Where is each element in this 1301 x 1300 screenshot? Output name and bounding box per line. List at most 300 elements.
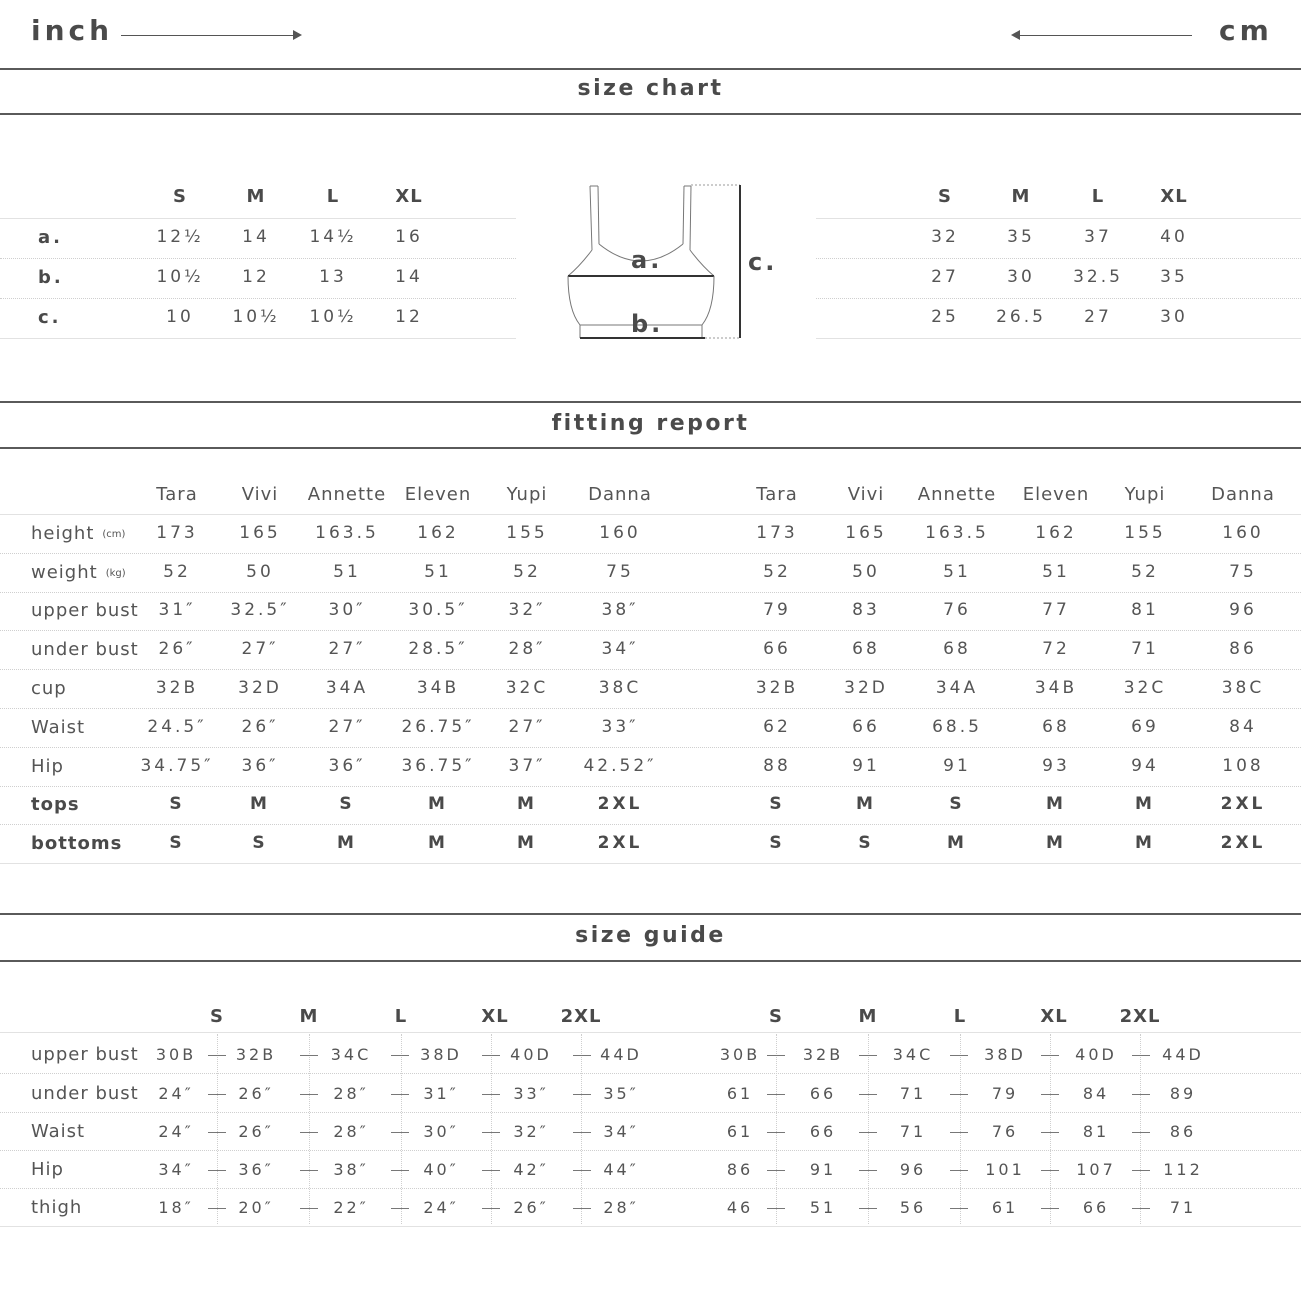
divider — [0, 447, 1301, 449]
range-dash — [208, 1132, 226, 1133]
table-cell: 30B — [155, 1045, 197, 1064]
table-cell: 27 — [1084, 307, 1112, 327]
size-header: 2XL — [560, 1006, 602, 1027]
table-rule — [0, 338, 516, 339]
range-dash — [482, 1094, 500, 1095]
table-rule — [0, 1226, 1301, 1227]
range-dash — [391, 1170, 409, 1171]
table-cell: 40 — [1160, 227, 1188, 247]
table-cell: 13 — [319, 267, 347, 287]
row-label — [31, 600, 139, 621]
range-dash — [767, 1132, 785, 1133]
range-dash — [1041, 1208, 1059, 1209]
table-cell: M — [1046, 794, 1066, 814]
table-cell: S — [769, 794, 785, 814]
table-cell: 36.75″ — [401, 756, 475, 776]
table-cell: 91 — [943, 756, 971, 776]
table-rule — [0, 1032, 1301, 1033]
table-cell: M — [250, 794, 270, 814]
range-dash — [1041, 1132, 1059, 1133]
table-cell: S — [252, 833, 268, 853]
table-cell: 75 — [1229, 562, 1257, 582]
table-cell: 76 — [991, 1122, 1019, 1141]
table-cell: 51 — [943, 562, 971, 582]
table-cell: 68 — [1042, 717, 1070, 737]
table-cell: 44″ — [603, 1160, 639, 1179]
table-cell: M — [517, 794, 537, 814]
table-cell: 69 — [1131, 717, 1159, 737]
table-rule — [0, 786, 1301, 787]
range-dash — [482, 1055, 500, 1056]
size-header: XL — [1160, 186, 1188, 207]
table-rule — [0, 1188, 1301, 1189]
table-cell: 34A — [325, 678, 369, 698]
range-dash — [208, 1094, 226, 1095]
table-rule — [0, 258, 516, 259]
table-cell: 101 — [985, 1160, 1025, 1179]
range-dash — [1041, 1055, 1059, 1056]
table-cell: 86 — [726, 1160, 754, 1179]
table-cell: 10½ — [156, 267, 204, 287]
size-header: 2XL — [1119, 1006, 1161, 1027]
table-cell: 96 — [899, 1160, 927, 1179]
model-name: Eleven — [1022, 484, 1090, 505]
table-cell: 56 — [899, 1198, 927, 1217]
range-dash — [859, 1094, 877, 1095]
table-cell: 32.5 — [1073, 267, 1123, 287]
table-cell: 173 — [156, 523, 198, 543]
table-cell: S — [769, 833, 785, 853]
range-dash — [300, 1055, 318, 1056]
range-dash — [1041, 1094, 1059, 1095]
range-dash — [573, 1170, 591, 1171]
divider — [0, 401, 1301, 403]
range-dash — [300, 1170, 318, 1171]
size-guide-title: size guide — [575, 923, 726, 948]
table-cell: 32″ — [513, 1122, 549, 1141]
model-name: Danna — [1211, 484, 1275, 505]
row-label — [31, 639, 139, 660]
table-cell: 27″ — [328, 639, 366, 659]
table-cell: 38C — [1221, 678, 1265, 698]
model-name: Tara — [756, 484, 798, 505]
range-dash — [391, 1094, 409, 1095]
table-rule — [0, 1112, 1301, 1113]
column-guide — [960, 1034, 961, 1224]
range-dash — [950, 1094, 968, 1095]
table-rule — [0, 1150, 1301, 1151]
table-cell: 31″ — [423, 1084, 459, 1103]
table-cell: 35 — [1160, 267, 1188, 287]
row-label: b. — [38, 267, 64, 288]
table-cell: 38″ — [601, 600, 639, 620]
table-cell: 28″ — [603, 1198, 639, 1217]
table-cell: 16 — [395, 227, 423, 247]
range-dash — [859, 1208, 877, 1209]
table-cell: 34C — [892, 1045, 934, 1064]
table-cell: 165 — [239, 523, 281, 543]
table-cell: S — [169, 833, 185, 853]
size-header: L — [394, 1006, 408, 1027]
table-cell: 165 — [845, 523, 887, 543]
model-name: Yupi — [506, 484, 548, 505]
table-cell: 76 — [943, 600, 971, 620]
table-cell: 14 — [395, 267, 423, 287]
range-dash — [950, 1055, 968, 1056]
divider — [0, 960, 1301, 962]
table-cell: 83 — [852, 600, 880, 620]
table-cell: 44D — [1162, 1045, 1204, 1064]
table-cell: 72 — [1042, 639, 1070, 659]
table-cell: 96 — [1229, 600, 1257, 620]
table-cell: 79 — [763, 600, 791, 620]
table-cell: S — [858, 833, 874, 853]
table-cell: 160 — [1222, 523, 1264, 543]
table-cell: M — [428, 794, 448, 814]
size-header: M — [858, 1006, 878, 1027]
table-cell: 32.5″ — [230, 600, 290, 620]
table-cell: 107 — [1076, 1160, 1116, 1179]
table-cell: M — [428, 833, 448, 853]
table-cell: 34″ — [601, 639, 639, 659]
range-dash — [950, 1208, 968, 1209]
table-cell: 38D — [984, 1045, 1026, 1064]
table-cell: 162 — [417, 523, 459, 543]
table-cell: 155 — [1124, 523, 1166, 543]
column-guide — [868, 1034, 869, 1224]
table-cell: 40D — [1075, 1045, 1117, 1064]
table-cell: 33″ — [513, 1084, 549, 1103]
table-cell: 30″ — [423, 1122, 459, 1141]
left-arrow-head-icon — [1011, 30, 1020, 40]
table-cell: 30 — [1160, 307, 1188, 327]
size-header: M — [1011, 186, 1031, 207]
measure-b-label: b. — [631, 310, 664, 338]
table-rule — [0, 630, 1301, 631]
table-cell: 40″ — [423, 1160, 459, 1179]
table-cell: 28″ — [508, 639, 546, 659]
table-cell: 12 — [395, 307, 423, 327]
left-arrow-icon — [1020, 35, 1192, 36]
table-cell: 27″ — [241, 639, 279, 659]
row-label-text: Waist — [31, 717, 86, 738]
table-cell: 26.75″ — [401, 717, 475, 737]
table-cell: 26″ — [158, 639, 196, 659]
row-label-text: bottoms — [31, 833, 123, 854]
row-label — [31, 523, 125, 544]
fitting-report-title: fitting report — [551, 411, 750, 436]
table-cell: 35″ — [603, 1084, 639, 1103]
size-header: S — [938, 186, 952, 207]
table-cell: 68 — [852, 639, 880, 659]
table-cell: 81 — [1131, 600, 1159, 620]
row-label: thigh — [31, 1197, 83, 1218]
right-arrow-head-icon — [293, 30, 302, 40]
table-cell: 20″ — [238, 1198, 274, 1217]
row-label — [31, 756, 64, 777]
table-cell: 32C — [505, 678, 549, 698]
table-cell: 84 — [1082, 1084, 1110, 1103]
size-header: M — [299, 1006, 319, 1027]
size-header: XL — [481, 1006, 509, 1027]
table-cell: 71 — [899, 1122, 927, 1141]
row-label: upper bust — [31, 1044, 139, 1065]
table-cell: 155 — [506, 523, 548, 543]
table-cell: 46 — [726, 1198, 754, 1217]
table-rule — [0, 1073, 1301, 1074]
table-cell: 12½ — [156, 227, 204, 247]
right-arrow-icon — [121, 35, 293, 36]
table-cell: 34B — [416, 678, 460, 698]
range-dash — [767, 1208, 785, 1209]
table-cell: 24″ — [158, 1084, 194, 1103]
row-label — [31, 562, 126, 583]
table-rule — [0, 514, 1301, 515]
range-dash — [300, 1094, 318, 1095]
table-cell: 2XL — [1220, 794, 1266, 814]
range-dash — [950, 1170, 968, 1171]
model-name: Annette — [917, 484, 997, 505]
range-dash — [391, 1055, 409, 1056]
table-cell: 26″ — [238, 1122, 274, 1141]
row-label: c. — [38, 307, 62, 328]
table-rule — [816, 218, 1301, 219]
row-label — [31, 717, 85, 738]
table-cell: S — [339, 794, 355, 814]
range-dash — [573, 1208, 591, 1209]
table-cell: 34C — [330, 1045, 372, 1064]
table-cell: 18″ — [158, 1198, 194, 1217]
table-cell: 24″ — [423, 1198, 459, 1217]
table-cell: 14½ — [309, 227, 357, 247]
table-rule — [0, 669, 1301, 670]
model-name: Tara — [156, 484, 198, 505]
table-cell: 52 — [763, 562, 791, 582]
table-cell: 38C — [598, 678, 642, 698]
table-cell: 86 — [1169, 1122, 1197, 1141]
table-cell: 66 — [809, 1122, 837, 1141]
table-cell: 51 — [333, 562, 361, 582]
table-rule — [0, 708, 1301, 709]
table-cell: 30 — [1007, 267, 1035, 287]
size-header: S — [769, 1006, 783, 1027]
table-rule — [0, 824, 1301, 825]
table-cell: 32C — [1123, 678, 1167, 698]
row-label: Waist — [31, 1121, 86, 1142]
table-cell: 62 — [763, 717, 791, 737]
table-cell: 40D — [510, 1045, 552, 1064]
measure-c-label: c. — [748, 248, 778, 276]
table-cell: 35 — [1007, 227, 1035, 247]
table-cell: 26″ — [238, 1084, 274, 1103]
row-label-text: upper bust — [31, 600, 139, 621]
table-cell: 14 — [242, 227, 270, 247]
range-dash — [1132, 1055, 1150, 1056]
table-cell: S — [949, 794, 965, 814]
table-cell: 32B — [755, 678, 799, 698]
table-cell: 30.5″ — [408, 600, 468, 620]
model-name: Vivi — [241, 484, 279, 505]
range-dash — [208, 1208, 226, 1209]
row-unit: (cm) — [102, 529, 126, 540]
table-cell: 34A — [935, 678, 979, 698]
range-dash — [859, 1055, 877, 1056]
table-cell: 61 — [991, 1198, 1019, 1217]
range-dash — [300, 1132, 318, 1133]
row-label-text: tops — [31, 794, 80, 815]
size-header: XL — [395, 186, 423, 207]
table-cell: 27″ — [328, 717, 366, 737]
range-dash — [950, 1132, 968, 1133]
table-cell: 34.75″ — [140, 756, 214, 776]
table-cell: 93 — [1042, 756, 1070, 776]
table-rule — [0, 553, 1301, 554]
range-dash — [859, 1132, 877, 1133]
size-header: S — [173, 186, 187, 207]
table-cell: 91 — [809, 1160, 837, 1179]
table-cell: 32B — [155, 678, 199, 698]
range-dash — [482, 1208, 500, 1209]
divider — [0, 913, 1301, 915]
table-cell: M — [1135, 833, 1155, 853]
table-cell: 24.5″ — [147, 717, 207, 737]
table-cell: 50 — [246, 562, 274, 582]
table-cell: M — [1135, 794, 1155, 814]
table-cell: 38D — [420, 1045, 462, 1064]
column-guide — [309, 1034, 310, 1224]
table-cell: 50 — [852, 562, 880, 582]
row-label: a. — [38, 227, 63, 248]
range-dash — [1041, 1170, 1059, 1171]
table-cell: 32B — [802, 1045, 844, 1064]
table-cell: 61 — [726, 1084, 754, 1103]
size-header: L — [1091, 186, 1105, 207]
table-cell: 12 — [242, 267, 270, 287]
table-cell: 51 — [424, 562, 452, 582]
table-cell: 2XL — [597, 794, 643, 814]
range-dash — [482, 1132, 500, 1133]
table-cell: 26.5 — [996, 307, 1046, 327]
table-cell: 26″ — [241, 717, 279, 737]
table-cell: M — [947, 833, 967, 853]
range-dash — [391, 1132, 409, 1133]
table-cell: 52 — [1131, 562, 1159, 582]
table-cell: 34B — [1034, 678, 1078, 698]
table-cell: 71 — [1169, 1198, 1197, 1217]
range-dash — [767, 1094, 785, 1095]
table-cell: 33″ — [601, 717, 639, 737]
table-cell: 51 — [809, 1198, 837, 1217]
size-header: M — [246, 186, 266, 207]
table-cell: 10 — [166, 307, 194, 327]
row-label: under bust — [31, 1083, 139, 1104]
row-label — [31, 794, 80, 815]
table-cell: 79 — [991, 1084, 1019, 1103]
table-cell: 173 — [756, 523, 798, 543]
table-cell: 66 — [763, 639, 791, 659]
range-dash — [482, 1170, 500, 1171]
range-dash — [208, 1055, 226, 1056]
row-label-text: weight — [31, 562, 98, 583]
model-name: Danna — [588, 484, 652, 505]
table-cell: 32D — [238, 678, 282, 698]
table-cell: 32B — [235, 1045, 277, 1064]
table-cell: 28.5″ — [408, 639, 468, 659]
table-cell: 77 — [1042, 600, 1070, 620]
row-label-text: Hip — [31, 756, 64, 777]
table-cell: 68.5 — [932, 717, 982, 737]
table-cell: 163.5 — [925, 523, 989, 543]
column-guide — [1050, 1034, 1051, 1224]
table-cell: 42.52″ — [583, 756, 657, 776]
table-cell: 36″ — [241, 756, 279, 776]
table-cell: 66 — [1082, 1198, 1110, 1217]
table-cell: 88 — [763, 756, 791, 776]
inch-unit-label: inch — [31, 14, 114, 47]
table-cell: 30B — [719, 1045, 761, 1064]
table-cell: 2XL — [1220, 833, 1266, 853]
divider — [0, 113, 1301, 115]
range-dash — [767, 1055, 785, 1056]
row-label-text: height — [31, 523, 95, 544]
row-label — [31, 833, 122, 854]
table-cell: 28″ — [333, 1084, 369, 1103]
range-dash — [1132, 1094, 1150, 1095]
table-cell: 91 — [852, 756, 880, 776]
table-cell: 42″ — [513, 1160, 549, 1179]
model-name: Vivi — [847, 484, 885, 505]
table-cell: 32D — [844, 678, 888, 698]
table-cell: 86 — [1229, 639, 1257, 659]
size-header: L — [326, 186, 340, 207]
table-cell: 66 — [809, 1084, 837, 1103]
size-header: XL — [1040, 1006, 1068, 1027]
size-chart-title: size chart — [577, 76, 724, 101]
table-cell: 68 — [943, 639, 971, 659]
table-cell: 61 — [726, 1122, 754, 1141]
table-cell: 10½ — [309, 307, 357, 327]
table-rule — [0, 863, 1301, 864]
table-rule — [816, 298, 1301, 299]
table-rule — [816, 258, 1301, 259]
table-cell: 34″ — [158, 1160, 194, 1179]
table-cell: 108 — [1222, 756, 1264, 776]
table-cell: 32 — [931, 227, 959, 247]
size-header: L — [953, 1006, 967, 1027]
table-cell: M — [856, 794, 876, 814]
table-cell: 37″ — [508, 756, 546, 776]
range-dash — [1132, 1170, 1150, 1171]
table-cell: 28″ — [333, 1122, 369, 1141]
range-dash — [1132, 1208, 1150, 1209]
table-cell: 30″ — [328, 600, 366, 620]
table-cell: 75 — [606, 562, 634, 582]
table-cell: 25 — [931, 307, 959, 327]
table-cell: 38″ — [333, 1160, 369, 1179]
row-label-text: cup — [31, 678, 67, 699]
table-cell: 81 — [1082, 1122, 1110, 1141]
size-header: S — [210, 1006, 224, 1027]
table-cell: 89 — [1169, 1084, 1197, 1103]
range-dash — [391, 1208, 409, 1209]
range-dash — [1132, 1132, 1150, 1133]
range-dash — [208, 1170, 226, 1171]
table-cell: M — [517, 833, 537, 853]
divider — [0, 68, 1301, 70]
table-cell: 36″ — [238, 1160, 274, 1179]
table-cell: 44D — [600, 1045, 642, 1064]
table-cell: 22″ — [333, 1198, 369, 1217]
